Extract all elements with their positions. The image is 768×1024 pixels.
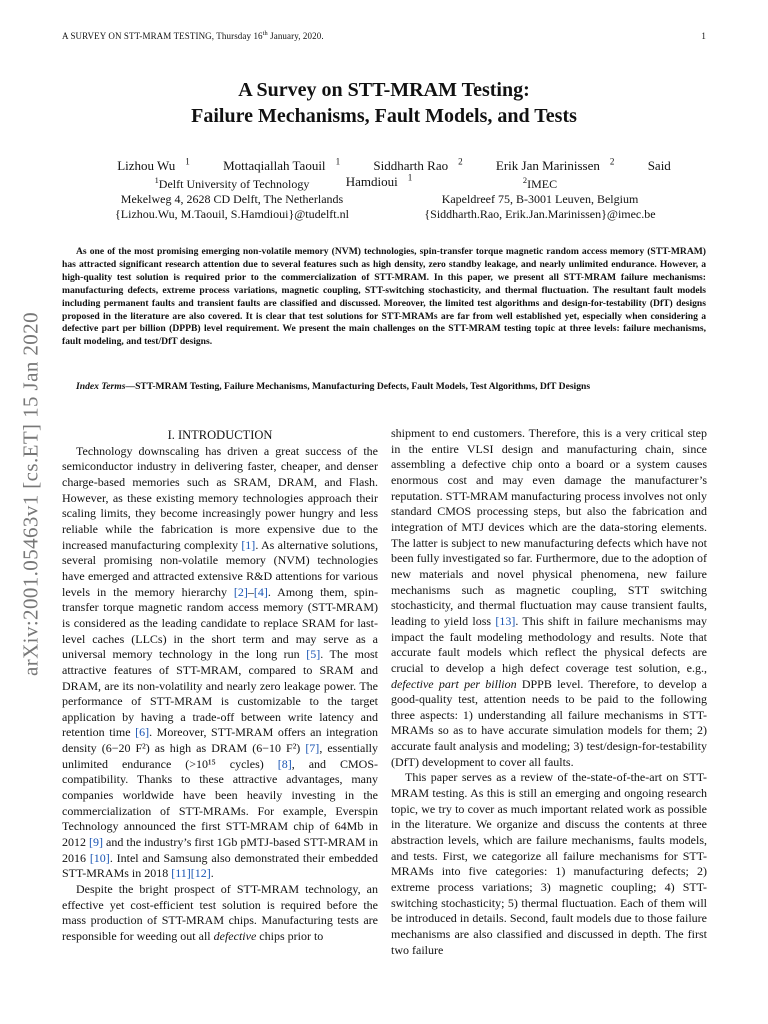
- left-column: [62, 428, 378, 945]
- paragraph-text: , essentially unlimited endurance (>10¹⁵ cycles): [62, 741, 378, 771]
- citation-link[interactable]: [4]: [253, 584, 268, 599]
- citation-link[interactable]: [2]: [233, 584, 248, 599]
- affiliation-2: [390, 177, 690, 222]
- citation-link[interactable]: [11]: [171, 866, 191, 881]
- author: Erik Jan Marinissen $^2$: [495, 156, 615, 173]
- paragraph-text: . The most attractive features of STT-MRAM, compared to SRAM and DRAM, are its non-volatility and nearly zero leakage power. The performance of STT-MRAM is customizable to the target application by having a trade-off between write latency and retention time: [62, 647, 379, 740]
- right-column: [391, 426, 707, 958]
- index-terms-text: —STT-MRAM Testing, Failure Mechanisms, Manufacturing Defects, Fault Models, Test Algorithms, DfT Designs: [125, 381, 591, 392]
- index-terms: [62, 381, 706, 392]
- author: Lizhou Wu $^1$: [117, 156, 190, 173]
- paragraph: This paper serves as a review of the-state-of-the-art on STT-MRAM testing. As this is still an emerging and ongoing research topic, we try to cover as much important related work as possible in the literature. We organize and discuss the contents at three abstraction levels, which are failure mechanisms, faults models, and tests. First, we categorize all failure mechanisms for STT-MRAMs into five categories: 1) manufacturing defects; 2) extreme process variations; 3) magnetic coupling; 4) STT-switching stochasticity; 5) thermal fluctuation. Each of them will be introduced in details. Second, fault models due to those failure mechanisms are also classified and discussed in depth. The first two failure: [391, 770, 707, 957]
- paragraph-text: and the industry’s first 1Gb pMTJ-based STT-MRAM in 2016: [62, 835, 378, 865]
- arxiv-stamp: [11, 284, 51, 704]
- paragraph-text: . Intel and Samsung also demonstrated their embedded STT-MRAMs in 2018: [62, 850, 379, 881]
- citation-link[interactable]: [10]: [89, 850, 110, 865]
- abstract: As one of the most promising emerging non-volatile memory (NVM) technologies, spin-transfer torque magnetic random access memory (STT-MRAM) has attracted significant research attention due to several features such as high density, zero standby leakage, and nearly unlimited endurance. However, a high-quality test solution is required prior to the commercialization of STT-MRAM. In this paper, we present all STT-MRAM failure mechanisms: manufacturing defects, extreme process variations, magnetic coupling, STT-switching stochasticity, and thermal fluctuation. The resultant fault models including permanent faults and transient faults are classified and discussed. Moreover, the limited test algorithms and design-for-testability (DfT) designs proposed in the literature are also covered. It is clear that test solutions for STT-MRAMs are far from well established yet, especially when considering a defective part per billion (DPPB) level requirement. We present the main challenges on the STT-MRAM testing topic at three levels: failure mechanisms, fault modeling, and test/DfT designs.: [62, 246, 706, 348]
- paragraph: [62, 444, 378, 882]
- paragraph-text: –: [247, 584, 254, 599]
- author: Mottaqiallah Taouil $^1$: [223, 156, 341, 173]
- author: Siddharth Rao $^2$: [373, 156, 463, 173]
- citation-link[interactable]: [12]: [190, 866, 211, 881]
- arxiv-stamp-text: arXiv:2001.05463v1 [cs.ET] 15 Jan 2020: [18, 312, 43, 676]
- paragraph-text: .: [210, 866, 214, 881]
- citation-link[interactable]: [7]: [305, 741, 320, 756]
- title-line-2: Failure Mechanisms, Fault Models, and Tests: [191, 105, 577, 127]
- paragraph-text: . Moreover, STT-MRAM offers an integration density (6−20 F²) as high as DRAM (6−10 F²): [62, 725, 379, 756]
- citation-link[interactable]: [5]: [306, 647, 321, 662]
- citation-link[interactable]: [9]: [89, 835, 104, 850]
- title-line-1: A Survey on STT-MRAM Testing:: [238, 79, 530, 101]
- affiliation-name: $^2$IMEC: [522, 176, 558, 191]
- paragraph-text: . Among them, spin-transfer torque magnetic random access memory (STT-MRAM) is considered as the leading candidate to replace SRAM for last-level caches (LLCs) in the short term and may serve as a universal memory technology in the long run: [62, 584, 378, 662]
- affiliation-address: Kapeldreef 75, B-3001 Leuven, Belgium: [441, 192, 639, 206]
- paragraph: Despite the bright prospect of STT-MRAM technology, an effective yet cost-efficient test solution is required before the mass production of STT-MRAM chips. Manufacturing tests are responsible for weeding out all defective chips prior to: [62, 882, 378, 943]
- section-heading: I. INTRODUCTION: [167, 428, 273, 442]
- affiliation-address: Mekelweg 4, 2628 CD Delft, The Netherlands: [120, 192, 344, 206]
- author: Said Hamdioui $^1$: [345, 158, 671, 189]
- affiliation-name: $^1$Delft University of Technology: [154, 176, 310, 191]
- paragraph-text: . As alternative solutions, several promising non-volatile memory (NVM) technologies have emerged and attracted extensive R&D attentions for various levels in the memory hierarchy: [62, 537, 379, 599]
- citation-link[interactable]: [13]: [495, 613, 516, 628]
- running-title: A SURVEY ON STT-MRAM TESTING, Thursday 16th January, 2020.: [62, 30, 324, 41]
- citation-link[interactable]: [1]: [241, 537, 256, 552]
- paper-title: [62, 77, 706, 129]
- citation-link[interactable]: [8]: [277, 756, 292, 771]
- affiliation-1: [82, 177, 382, 222]
- index-terms-label: Index Terms: [76, 381, 126, 392]
- paragraph: shipment to end customers. Therefore, this is a very critical step in the entire VLSI design and manufacturing chain, since assembling a defective chip onto a board or a system causes enormous cost and may even damage the manufacturer’s reputation. STT-MRAM manufacturing process involves not only standard CMOS processing steps, but also the fabrication and integration of MTJ devices which are the data-storing elements. The latter is subject to new manufacturing defects which have not been fully investigated so far. Furthermore, due to the adoption of new materials and novel physical phenomena, new failure mechanisms such as magnetic coupling, STT switching stochasticity, and thermal fluctuation may cause transient faults, leading to yield loss [13]. This shift in failure mechanisms may impact the fault modeling methodology and results. Note that accurate fault models which reflect the physical defects are crucial to develop a high defect coverage test solution, e.g., defective part per billion DPPB level. Therefore, to develop a good-quality test, attention needs to be paid to the following three aspects: 1) understanding all failure mechanisms in STT-MRAMs so as to have accurate simulation models for them; 2) accurate fault analysis and modeling; 3) test/design-for-testability (DfT) development to cover all faults.: [391, 426, 708, 769]
- page-number: 1: [701, 31, 706, 41]
- affiliation-email: {Siddharth.Rao, Erik.Jan.Marinissen}@imec.be: [424, 207, 656, 221]
- paragraph-text: , and CMOS-compatibility. Thanks to these attractive advantages, many companies worldwide have been heavily investing in the commercialization of STT-MRAMs. For example, Everspin Technology announced the first STT-MRAM chip of 64Mb in 2012: [62, 756, 378, 850]
- running-header: [62, 31, 706, 45]
- paragraph-text: Technology downscaling has driven a great success of the semiconductor industry in delivering faster, cheaper, and denser charge-based memories such as SRAM, DRAM, and Flash. However, as these existing memory technologies approach their scaling limits, they become increasingly power hungry and less reliable while the fabrication is more expensive due to the increased manufacturing complexity: [62, 443, 378, 552]
- citation-link[interactable]: [6]: [135, 725, 150, 740]
- affiliation-email: {Lizhou.Wu, M.Taouil, S.Hamdioui}@tudelft.nl: [115, 207, 349, 221]
